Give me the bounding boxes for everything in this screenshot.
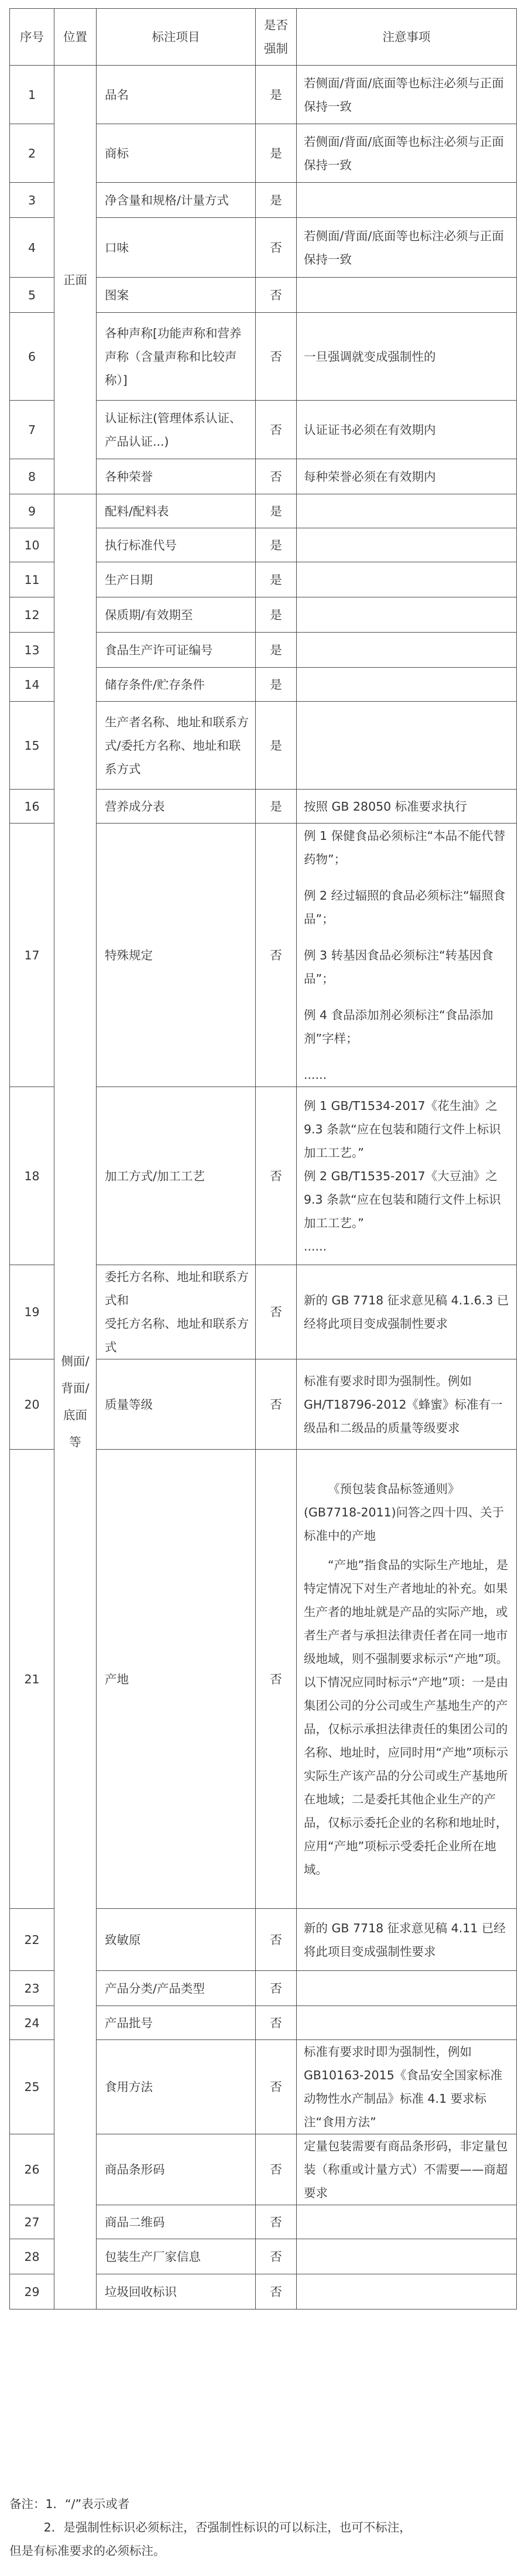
row-number: 7	[10, 401, 54, 459]
note-text	[297, 278, 517, 313]
note-text	[297, 528, 517, 562]
note-text: 若侧面/背面/底面等也标注必须与正面保持一致	[297, 218, 517, 278]
item-name: 生产日期	[97, 562, 256, 597]
row-number: 9	[10, 494, 54, 528]
row-number: 1	[10, 66, 54, 124]
note-text: 新的 GB 7718 征求意见稿 4.1.6.3 已经将此项目变成强制性要求	[297, 1265, 517, 1359]
note-text	[297, 183, 517, 218]
row-number: 22	[10, 1909, 54, 1971]
remarks	[9, 2492, 516, 2563]
item-name: 致敏原	[97, 1909, 256, 1971]
row-number: 3	[10, 183, 54, 218]
note-text	[297, 597, 517, 633]
mandatory-flag: 否	[256, 218, 297, 278]
remark-line: 2．是强制性标识必须标注，否强制性标识的可以标注，也可不标注，	[9, 2520, 411, 2534]
item-name: 各种声称[功能声称和营养声称（含量声称和比较声称）]	[97, 313, 256, 401]
item-name: 净含量和规格/计量方式	[97, 183, 256, 218]
row-number: 2	[10, 124, 54, 183]
note-example: 例 4 食品添加剂必须标注“食品添加剂”字样；	[304, 1007, 493, 1046]
mandatory-flag: 是	[256, 494, 297, 528]
note-text: 新的 GB 7718 征求意见稿 4.11 已经将此项目变成强制性要求	[297, 1909, 517, 1971]
row-number: 5	[10, 278, 54, 313]
note-example: 例 2 经过辐照的食品必须标注“辐照食品”；	[304, 888, 506, 926]
item-name: 营养成分表	[97, 790, 256, 824]
note-example: 例 1 保健食品必须标注“本品不能代替药物”；	[304, 828, 506, 866]
mandatory-flag: 是	[256, 633, 297, 668]
note-text: 认证证书必须在有效期内	[297, 401, 517, 459]
row-number: 29	[10, 2274, 54, 2309]
mandatory-flag: 是	[256, 790, 297, 824]
note-text: 按照 GB 28050 标准要求执行	[297, 790, 517, 824]
note-text: 一旦强调就变成强制性的	[297, 313, 517, 401]
mandatory-flag: 是	[256, 562, 297, 597]
mandatory-flag: 否	[256, 1450, 297, 1909]
mandatory-flag: 否	[256, 2274, 297, 2309]
mandatory-flag: 否	[256, 1087, 297, 1265]
label-items-table	[9, 8, 517, 2309]
remark-line: 备注：1．“/”表示或者	[9, 2497, 130, 2511]
mandatory-flag: 是	[256, 597, 297, 633]
note-text: 标准有要求时即为强制性。例如 GH/T18796-2012《蜂蜜》标准有一级品和二级品的质量等级要求	[297, 1359, 517, 1450]
table-header-row	[10, 9, 517, 66]
mandatory-flag: 是	[256, 183, 297, 218]
note-text	[297, 1087, 517, 1265]
note-example: 例 3 转基因食品必须标注“转基因食品”；	[304, 948, 493, 986]
item-name: 商标	[97, 124, 256, 183]
item-name: 执行标准代号	[97, 528, 256, 562]
mandatory-flag: 否	[256, 1359, 297, 1450]
item-name: 质量等级	[97, 1359, 256, 1450]
item-name: 垃圾回收标识	[97, 2274, 256, 2309]
item-name: 产品批号	[97, 2006, 256, 2040]
note-ellipsis: ......	[304, 1067, 327, 1082]
item-name: 特殊规定	[97, 824, 256, 1087]
mandatory-flag: 是	[256, 124, 297, 183]
item-name: 品名	[97, 66, 256, 124]
row-number: 11	[10, 562, 54, 597]
note-text	[297, 2239, 517, 2274]
item-line: 受托方名称、地址和联系方式	[105, 1317, 249, 1354]
item-name: 食用方法	[97, 2040, 256, 2134]
mandatory-flag: 是	[256, 702, 297, 790]
header-notes: 注意事项	[297, 9, 517, 66]
note-text	[297, 824, 517, 1087]
item-name: 食品生产许可证编号	[97, 633, 256, 668]
mandatory-flag: 否	[256, 2205, 297, 2239]
mandatory-flag: 否	[256, 2040, 297, 2134]
row-number: 21	[10, 1450, 54, 1909]
mandatory-flag: 否	[256, 2239, 297, 2274]
row-number: 13	[10, 633, 54, 668]
row-number: 14	[10, 668, 54, 702]
mandatory-flag: 否	[256, 1971, 297, 2006]
note-text	[297, 2274, 517, 2309]
item-name: 加工方式/加工工艺	[97, 1087, 256, 1265]
note-paragraph: 《预包装食品标签通则》(GB7718-2011)问答之四十四、关于标准中的产地	[304, 1481, 505, 1543]
row-number: 16	[10, 790, 54, 824]
row-number: 28	[10, 2239, 54, 2274]
row-number: 18	[10, 1087, 54, 1265]
item-name: 产品分类/产品类型	[97, 1971, 256, 2006]
note-text	[297, 494, 517, 528]
row-number: 25	[10, 2040, 54, 2134]
position-front: 正面	[54, 66, 97, 494]
row-number: 24	[10, 2006, 54, 2040]
item-name: 各种荣誉	[97, 459, 256, 494]
note-text	[297, 668, 517, 702]
note-text: 标准有要求时即为强制性，例如 GB10163-2015《食品安全国家标准 动物性水产制品》标准 4.1 要求标注“食用方法”	[297, 2040, 517, 2134]
position-side: 侧面/背面/底面等	[54, 494, 97, 2309]
remark-line: 但是有标准要求的必须标注。	[9, 2544, 166, 2558]
header-mandatory: 是否强制	[256, 9, 297, 66]
row-number: 26	[10, 2134, 54, 2205]
mandatory-flag: 否	[256, 459, 297, 494]
header-item: 标注项目	[97, 9, 256, 66]
row-number: 6	[10, 313, 54, 401]
row-number: 23	[10, 1971, 54, 2006]
mandatory-flag: 否	[256, 2134, 297, 2205]
mandatory-flag: 是	[256, 66, 297, 124]
item-name: 储存条件/贮存条件	[97, 668, 256, 702]
row-number: 17	[10, 824, 54, 1087]
item-name: 商品二维码	[97, 2205, 256, 2239]
note-example: 例 2 GB/T1535-2017《大豆油》之 9.3 条款“应在包装和随行文件上标识加工工艺。”	[304, 1169, 501, 1230]
header-no: 序号	[10, 9, 54, 66]
item-name: 认证标注(管理体系认证、产品认证...)	[97, 401, 256, 459]
note-text: 若侧面/背面/底面等也标注必须与正面保持一致	[297, 66, 517, 124]
note-text	[297, 1971, 517, 2006]
row-number: 27	[10, 2205, 54, 2239]
note-text: 每种荣誉必须在有效期内	[297, 459, 517, 494]
mandatory-flag: 否	[256, 824, 297, 1087]
note-text	[297, 562, 517, 597]
note-text: 若侧面/背面/底面等也标注必须与正面保持一致	[297, 124, 517, 183]
row-number: 12	[10, 597, 54, 633]
mandatory-flag: 否	[256, 278, 297, 313]
mandatory-flag: 否	[256, 1265, 297, 1359]
note-text	[297, 633, 517, 668]
row-number: 4	[10, 218, 54, 278]
row-number: 19	[10, 1265, 54, 1359]
table-row	[10, 494, 517, 528]
item-line: 委托方名称、地址和联系方式和	[105, 1270, 249, 1307]
mandatory-flag: 否	[256, 313, 297, 401]
item-name: 保质期/有效期至	[97, 597, 256, 633]
note-text	[297, 1450, 517, 1909]
row-number: 10	[10, 528, 54, 562]
note-ellipsis: ......	[304, 1239, 327, 1253]
note-paragraph: “产地”指食品的实际生产地址，是特定情况下对生产者地址的补充。如果生产者的地址就是产品的实际产地，或者生产者与承担法律责任者在同一地市级地域，则不强制要求标示“产地”项。以下情况应同时标示“产地”项：一是由集团公司的分公司或生产基地生产的产品，仅标示承担法律责任的集团公司的名称、地址时，应同时用“产地”项标示实际生产该产品的分公司或生产基地所在地域；二是委托其他企业生产的产品，仅标示委托企业的名称和地址时，应用“产地”项标示受委托企业所在地域。	[304, 1557, 509, 1877]
item-name: 商品条形码	[97, 2134, 256, 2205]
note-text: 定量包装需要有商品条形码，非定量包装（称重或计量方式）不需要——商超要求	[297, 2134, 517, 2205]
table-row	[10, 66, 517, 124]
mandatory-flag: 否	[256, 401, 297, 459]
item-name	[97, 1265, 256, 1359]
item-name: 生产者名称、地址和联系方式/委托方名称、地址和联系方式	[97, 702, 256, 790]
mandatory-flag: 是	[256, 528, 297, 562]
mandatory-flag: 是	[256, 668, 297, 702]
mandatory-flag: 否	[256, 1909, 297, 1971]
item-name: 图案	[97, 278, 256, 313]
item-name: 配料/配料表	[97, 494, 256, 528]
row-number: 8	[10, 459, 54, 494]
header-position: 位置	[54, 9, 97, 66]
note-example: 例 1 GB/T1534-2017《花生油》之 9.3 条款“应在包装和随行文件上标识加工工艺。”	[304, 1098, 501, 1160]
mandatory-flag: 否	[256, 2006, 297, 2040]
note-text	[297, 2006, 517, 2040]
note-text	[297, 2205, 517, 2239]
item-name: 口味	[97, 218, 256, 278]
item-name: 产地	[97, 1450, 256, 1909]
note-text	[297, 702, 517, 790]
item-name: 包装生产厂家信息	[97, 2239, 256, 2274]
row-number: 20	[10, 1359, 54, 1450]
row-number: 15	[10, 702, 54, 790]
